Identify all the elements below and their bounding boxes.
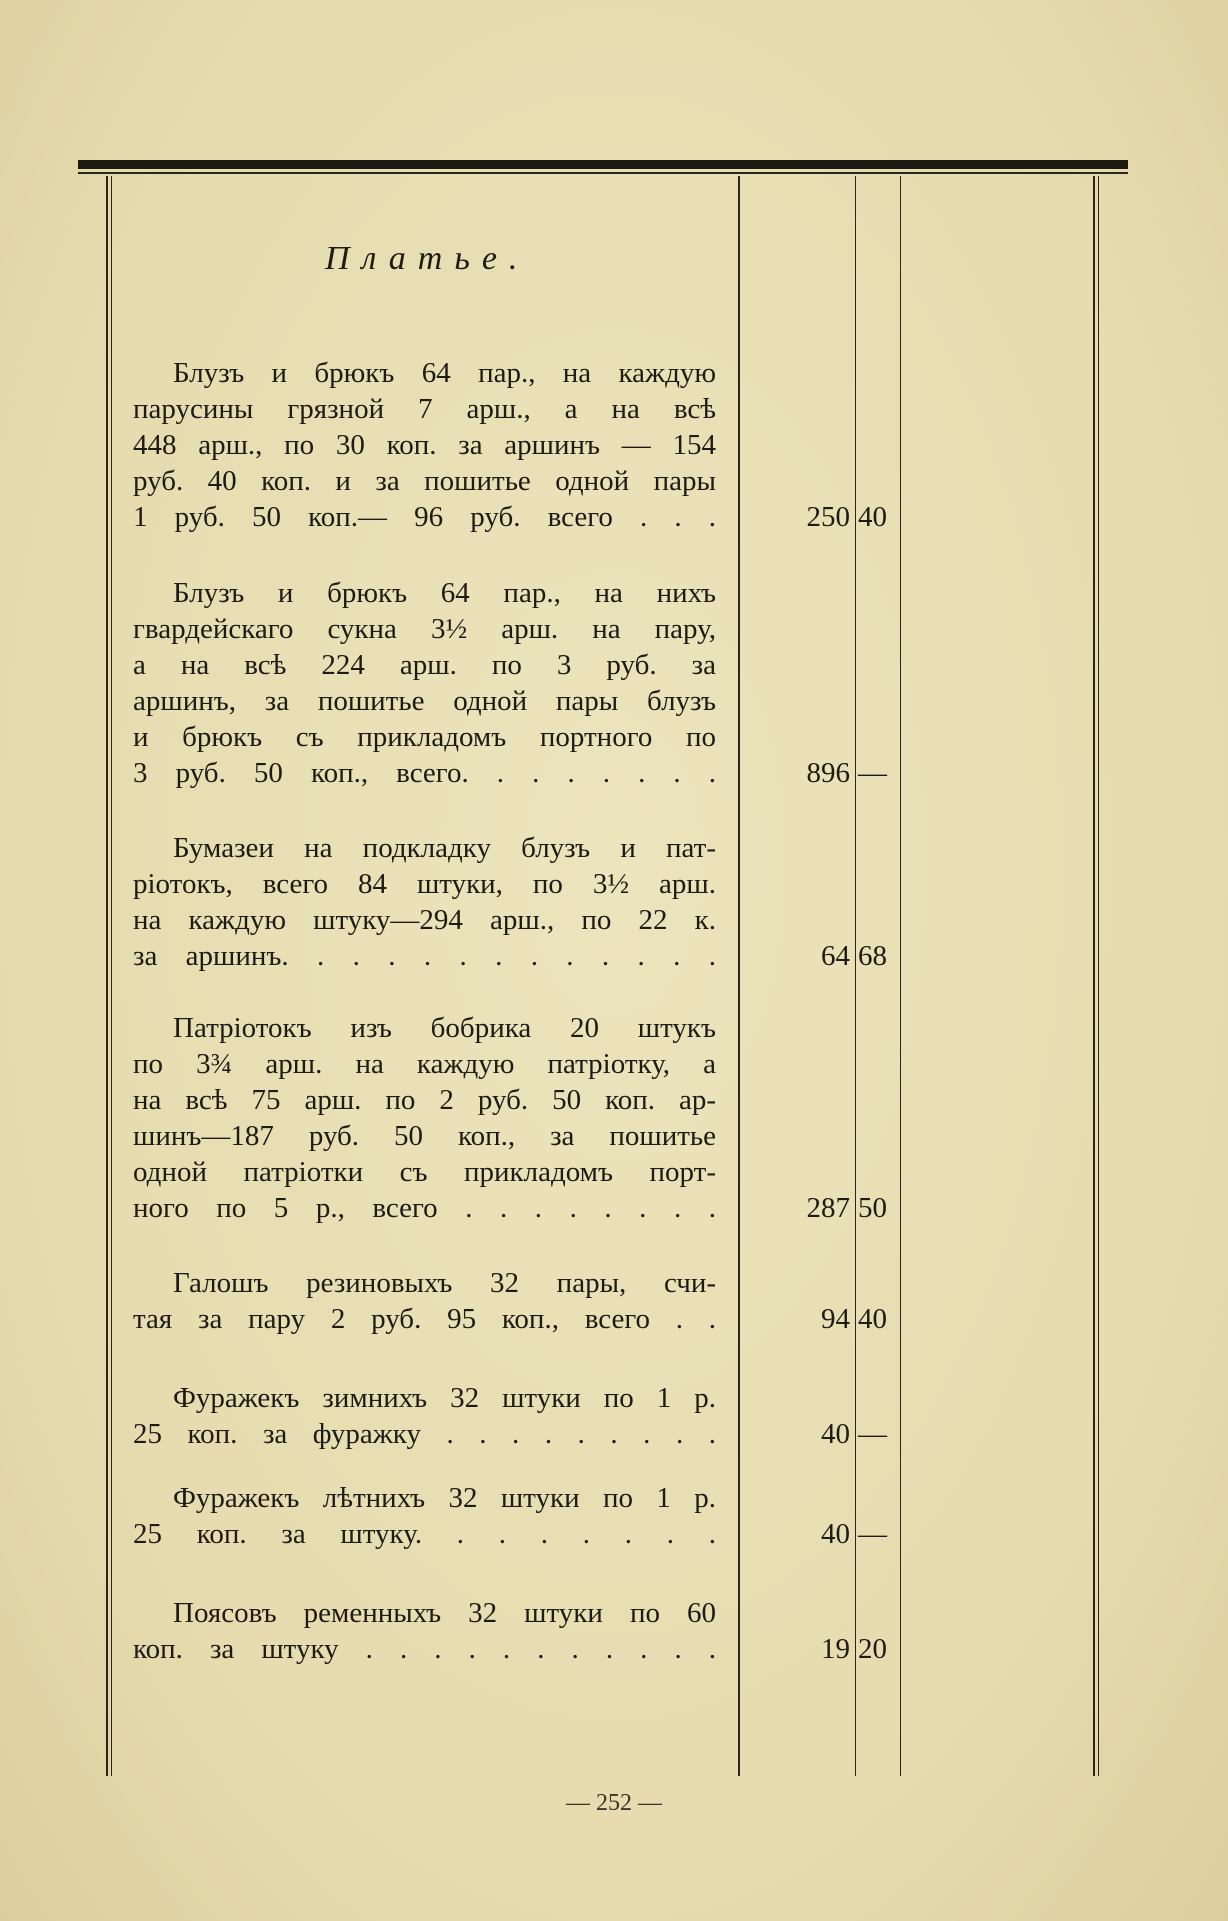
entry-line: на всѣ 75 арш. по 2 руб. 50 коп. ар- — [133, 1084, 716, 1116]
amount-rubles: 40 — [821, 1418, 850, 1450]
amount-rubles: 896 — [806, 757, 850, 789]
amount-kopecks: — — [858, 1418, 887, 1450]
amount-rubles: 19 — [821, 1633, 850, 1665]
entry-line: Патріотокъ изъ бобрика 20 штукъ — [173, 1012, 716, 1044]
amount-kopecks: 68 — [858, 940, 887, 972]
entry-line: 25 коп. за штуку. . . . . . . . — [133, 1518, 716, 1550]
amount-rubles: 250 — [806, 501, 850, 533]
entry-text — [133, 1010, 716, 1226]
entry-line: 1 руб. 50 коп.— 96 руб. всего . . . — [133, 501, 716, 533]
right-border-line-thin — [1098, 176, 1099, 1776]
entry-line: ного по 5 р., всего . . . . . . . . — [133, 1192, 716, 1224]
amount-kopecks: — — [858, 1518, 887, 1550]
section-title: Платье. — [325, 240, 530, 277]
entry-text — [133, 1380, 716, 1452]
entry-text — [133, 1595, 716, 1667]
entry-text — [133, 355, 716, 535]
left-border-line-thin — [111, 176, 112, 1776]
amount-rubles: 94 — [821, 1303, 850, 1335]
entry-line: Фуражекъ зимнихъ 32 штуки по 1 р. — [173, 1382, 716, 1414]
entry-text — [133, 575, 716, 791]
entry-line: тая за пару 2 руб. 95 коп., всего . . — [133, 1303, 716, 1335]
amount-rubles: 287 — [806, 1192, 850, 1224]
entry-line: по 3¾ арш. на каждую патріотку, а — [133, 1048, 716, 1080]
entry-line: за аршинъ. . . . . . . . . . . . . — [133, 940, 716, 972]
entry-line: 3 руб. 50 коп., всего. . . . . . . . — [133, 757, 716, 789]
entry-line: парусины грязной 7 арш., а на всѣ — [133, 393, 716, 425]
entry-line: одной патріотки съ прикладомъ порт- — [133, 1156, 716, 1188]
kopecks-right-divider — [900, 176, 901, 1776]
entry-text — [133, 1265, 716, 1337]
entry-line: Фуражекъ лѣтнихъ 32 штуки по 1 р. — [173, 1482, 716, 1514]
top-rule-thin — [78, 172, 1128, 174]
amount-kopecks: 20 — [858, 1633, 887, 1665]
entry-line: Бумазеи на подкладку блузъ и пат- — [173, 832, 716, 864]
right-border-line — [1093, 176, 1095, 1776]
entry-line: гвардейскаго сукна 3½ арш. на пару, — [133, 613, 716, 645]
amount-rubles: 64 — [821, 940, 850, 972]
entry-line: шинъ—187 руб. 50 коп., за пошитье — [133, 1120, 716, 1152]
amount-kopecks: 50 — [858, 1192, 887, 1224]
entry-line: Поясовъ ременныхъ 32 штуки по 60 — [173, 1597, 716, 1629]
rubles-column-divider — [738, 176, 740, 1776]
entry-line: Галошъ резиновыхъ 32 пары, счи- — [173, 1267, 716, 1299]
entry-line: ріотокъ, всего 84 штуки, по 3½ арш. — [133, 868, 716, 900]
kopecks-column-divider — [855, 176, 856, 1776]
entry-line: коп. за штуку . . . . . . . . . . . — [133, 1633, 716, 1665]
entry-line: 25 коп. за фуражку . . . . . . . . . — [133, 1418, 716, 1450]
left-border-line — [106, 176, 108, 1776]
amount-kopecks: 40 — [858, 1303, 887, 1335]
entry-line: руб. 40 коп. и за пошитье одной пары — [133, 465, 716, 497]
entry-line: и брюкъ съ прикладомъ портного по — [133, 721, 716, 753]
entry-text — [133, 1480, 716, 1552]
entry-line: 448 арш., по 30 коп. за аршинъ — 154 — [133, 429, 716, 461]
amount-kopecks: — — [858, 757, 887, 789]
top-rule — [78, 160, 1128, 169]
entry-line: Блузъ и брюкъ 64 пар., на каждую — [173, 357, 716, 389]
page-number: — 252 — — [566, 1790, 662, 1816]
entry-line: а на всѣ 224 арш. по 3 руб. за — [133, 649, 716, 681]
amount-kopecks: 40 — [858, 501, 887, 533]
entry-text — [133, 830, 716, 974]
entry-line: Блузъ и брюкъ 64 пар., на нихъ — [173, 577, 716, 609]
entry-line: на каждую штуку—294 арш., по 22 к. — [133, 904, 716, 936]
entry-line: аршинъ, за пошитье одной пары блузъ — [133, 685, 716, 717]
amount-rubles: 40 — [821, 1518, 850, 1550]
